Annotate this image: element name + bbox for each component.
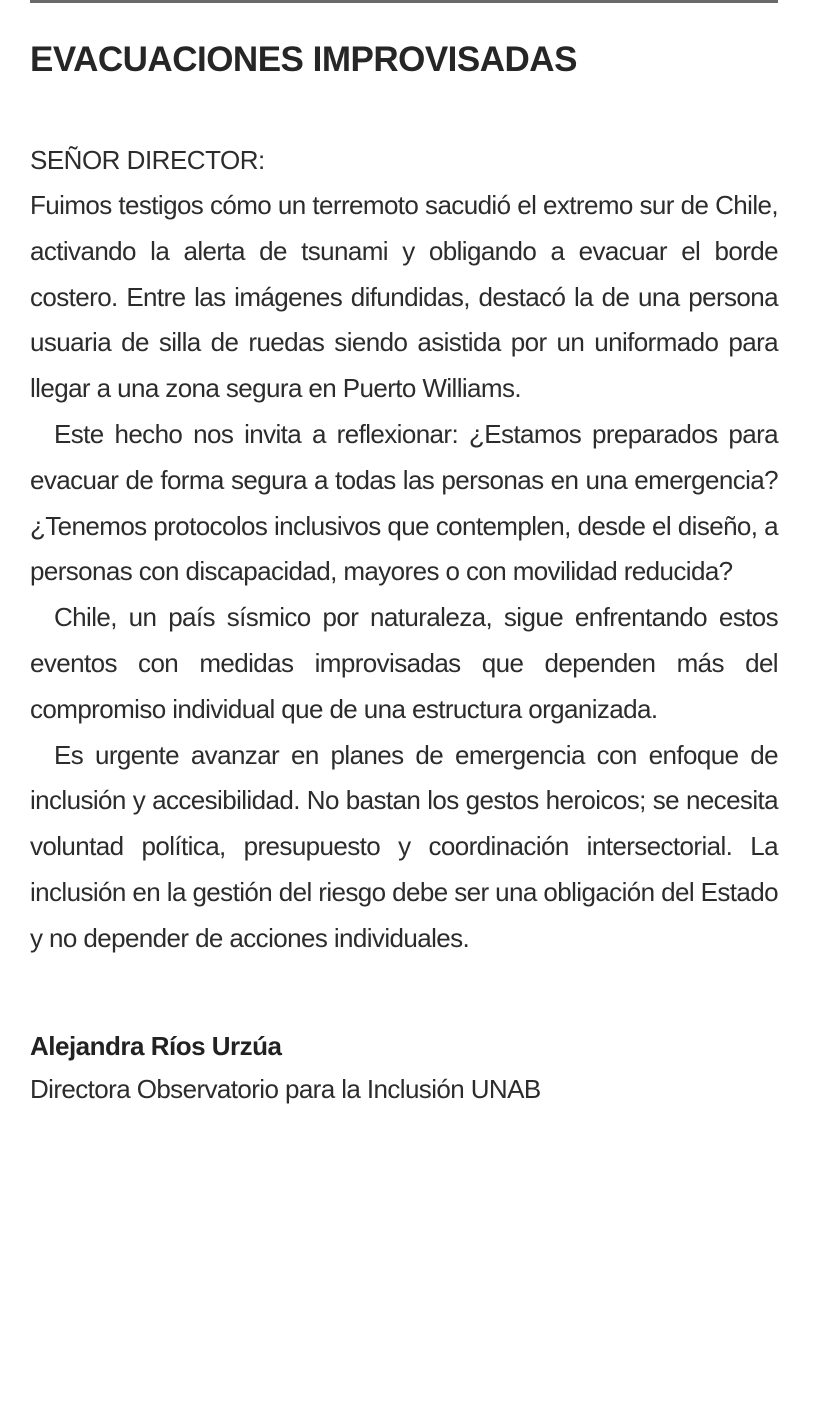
top-divider [30, 0, 778, 3]
paragraph-2: Este hecho nos invita a reflexionar: ¿Estamos preparados para evacuar de forma segura a todas las personas en una emergencia? ¿Tenemos protocolos inclusivos que contemplen, desde el diseño, a personas con discapacidad, mayores o con movilidad reducida? [30, 418, 778, 587]
paragraph-1: Fuimos testigos cómo un terremoto sacudió el extremo sur de Chile, activando la alerta de tsunami y obligando a evacuar el borde costero. Entre las imágenes difundidas, destacó la de una persona usuaria de silla de ruedas siendo asistida por un uniformado para llegar a una zona segura en Puerto Williams. [30, 190, 778, 404]
salutation: SEÑOR DIRECTOR: [30, 145, 265, 175]
paragraph-4: Es urgente avanzar en planes de emergencia con enfoque de inclusión y accesibilidad. No bastan los gestos heroicos; se necesita voluntad política, presupuesto y coordinación intersectorial. La inclusión en la gestión del riesgo debe ser una obligación del Estado y no depender de acciones individuales. [30, 739, 778, 953]
headline: EVACUACIONES IMPROVISADAS [30, 40, 577, 79]
author-name: Alejandra Ríos Urzúa [30, 1030, 282, 1061]
letter-to-editor [30, 36, 778, 1112]
signature-block [30, 1026, 778, 1112]
author-role: Directora Observatorio para la Inclusión UNAB [30, 1073, 541, 1104]
paragraph-3: Chile, un país sísmico por naturaleza, sigue enfrentando estos eventos con medidas improvisadas que dependen más del compromiso individual que de una estructura organizada. [30, 602, 778, 724]
letter-body [30, 183, 778, 962]
